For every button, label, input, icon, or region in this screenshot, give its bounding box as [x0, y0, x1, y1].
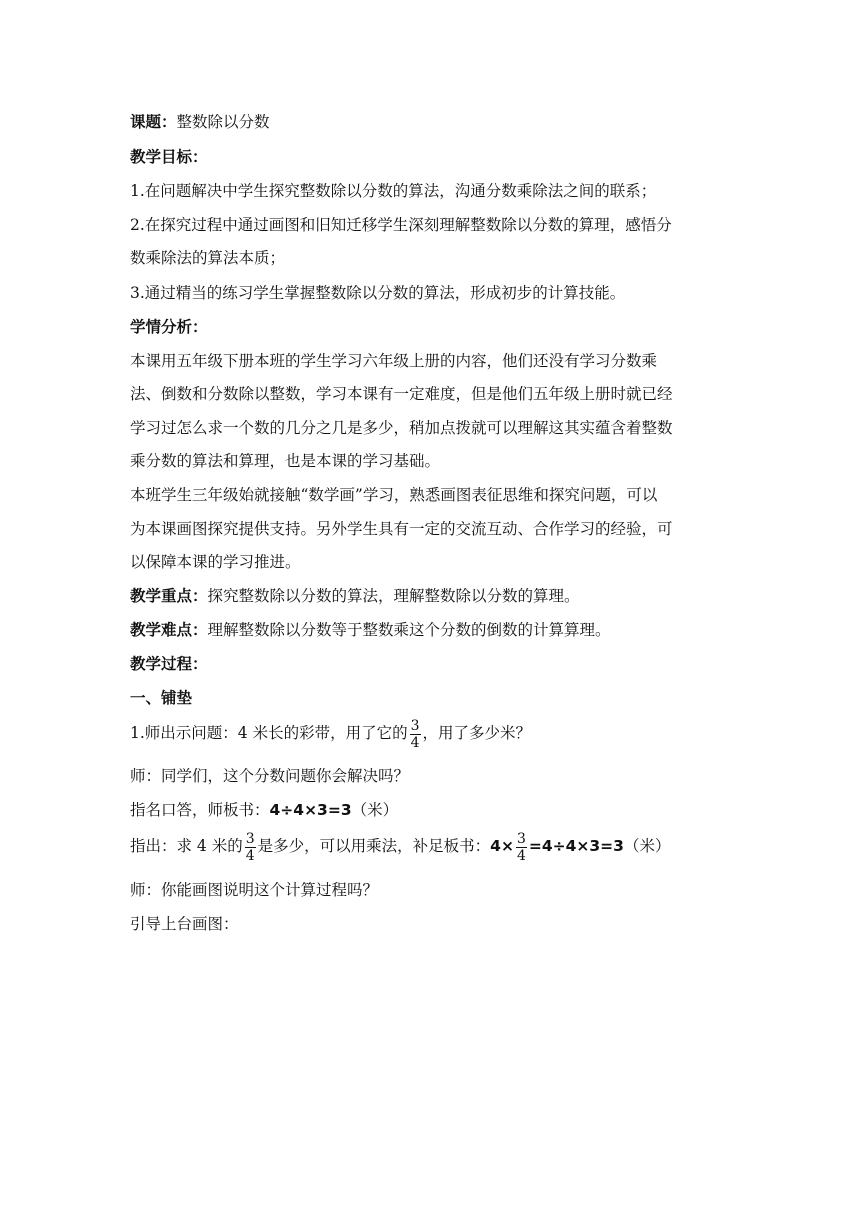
analysis-p1-line-1: 本课用五年级下册本班的学生学习六年级上册的内容，他们还没有学习分数乘	[130, 352, 658, 370]
analysis-heading: 学情分析：	[130, 318, 208, 336]
fraction-three-quarters	[410, 718, 421, 751]
process-heading: 教学过程：	[130, 655, 208, 673]
difficulty-value: 理解整数除以分数等于整数乘这个分数的倒数的计算算理。	[207, 621, 611, 639]
point-formula-a: 4×	[490, 837, 514, 855]
fraction-three-quarters-3	[516, 831, 527, 864]
point-before: 指出：求 4 米的	[130, 837, 243, 855]
question-1-before: 1.师出示问题：4 米长的彩带，用了它的	[130, 724, 408, 742]
lesson-title-value: 整数除以分数	[176, 113, 270, 131]
answer-before: 指名口答，师板书：	[130, 801, 270, 819]
answer-line	[130, 800, 398, 820]
question-1-line	[130, 716, 531, 751]
fraction-denominator: 4	[410, 734, 420, 751]
key-point-line	[130, 586, 580, 606]
fraction-numerator: 3	[410, 717, 420, 734]
analysis-p1-line-4: 乘分数的算法和算理，也是本课的学习基础。	[130, 452, 441, 470]
point-unit: （米）	[623, 837, 671, 855]
fraction-denominator: 4	[516, 847, 526, 864]
analysis-p2-line-2: 为本课画图探究提供支持。另外学生具有一定的交流互动、合作学习的经验，可	[130, 520, 673, 538]
goal-3: 3.通过精当的练习学生掌握整数除以分数的算法，形成初步的计算技能。	[130, 284, 626, 302]
question-1-after: ，用了多少米？	[422, 724, 532, 742]
guide-line: 引导上台画图：	[130, 915, 239, 933]
fraction-numerator: 3	[245, 830, 255, 847]
difficulty-line	[130, 620, 611, 640]
point-formula-b: =4÷4×3=3	[528, 837, 624, 855]
key-point-label: 教学重点：	[130, 587, 208, 605]
goal-1: 1.在问题解决中学生探究整数除以分数的算法，沟通分数乘除法之间的联系；	[130, 182, 657, 200]
fraction-denominator: 4	[245, 847, 255, 864]
answer-formula: 4÷4×3=3	[269, 801, 352, 819]
analysis-p1-line-2: 法、倒数和分数除以整数，学习本课有一定难度，但是他们五年级上册时就已经	[130, 385, 673, 403]
goal-2-line-1: 2.在探究过程中通过画图和旧知迁移学生深刻理解整数除以分数的算理，感悟分	[130, 216, 672, 234]
analysis-p2-line-3: 以保障本课的学习推进。	[130, 553, 301, 571]
lesson-title-label: 课题：	[130, 113, 177, 131]
goals-heading: 教学目标：	[130, 148, 208, 166]
answer-unit: （米）	[351, 801, 399, 819]
difficulty-label: 教学难点：	[130, 621, 208, 639]
fraction-three-quarters-2	[245, 831, 256, 864]
point-mid: 是多少，可以用乘法，补足板书：	[257, 837, 491, 855]
fraction-numerator: 3	[516, 830, 526, 847]
teacher-line-2: 师：你能画图说明这个计算过程吗？	[130, 881, 379, 899]
goal-2-line-2: 数乘除法的算法本质；	[130, 249, 286, 267]
key-point-value: 探究整数除以分数的算法，理解整数除以分数的算理。	[207, 587, 580, 605]
lesson-title-line	[130, 112, 270, 132]
analysis-p1-line-3: 学习过怎么求一个数的几分之几是多少，稍加点拨就可以理解这其实蕴含着整数	[130, 419, 673, 437]
point-line	[130, 829, 670, 864]
teacher-line-1: 师：同学们，这个分数问题你会解决吗？	[130, 767, 410, 785]
section-1-heading: 一、铺垫	[130, 689, 193, 707]
analysis-p2-line-1: 本班学生三年级始就接触“数学画”学习，熟悉画图表征思维和探究问题，可以	[130, 486, 658, 504]
